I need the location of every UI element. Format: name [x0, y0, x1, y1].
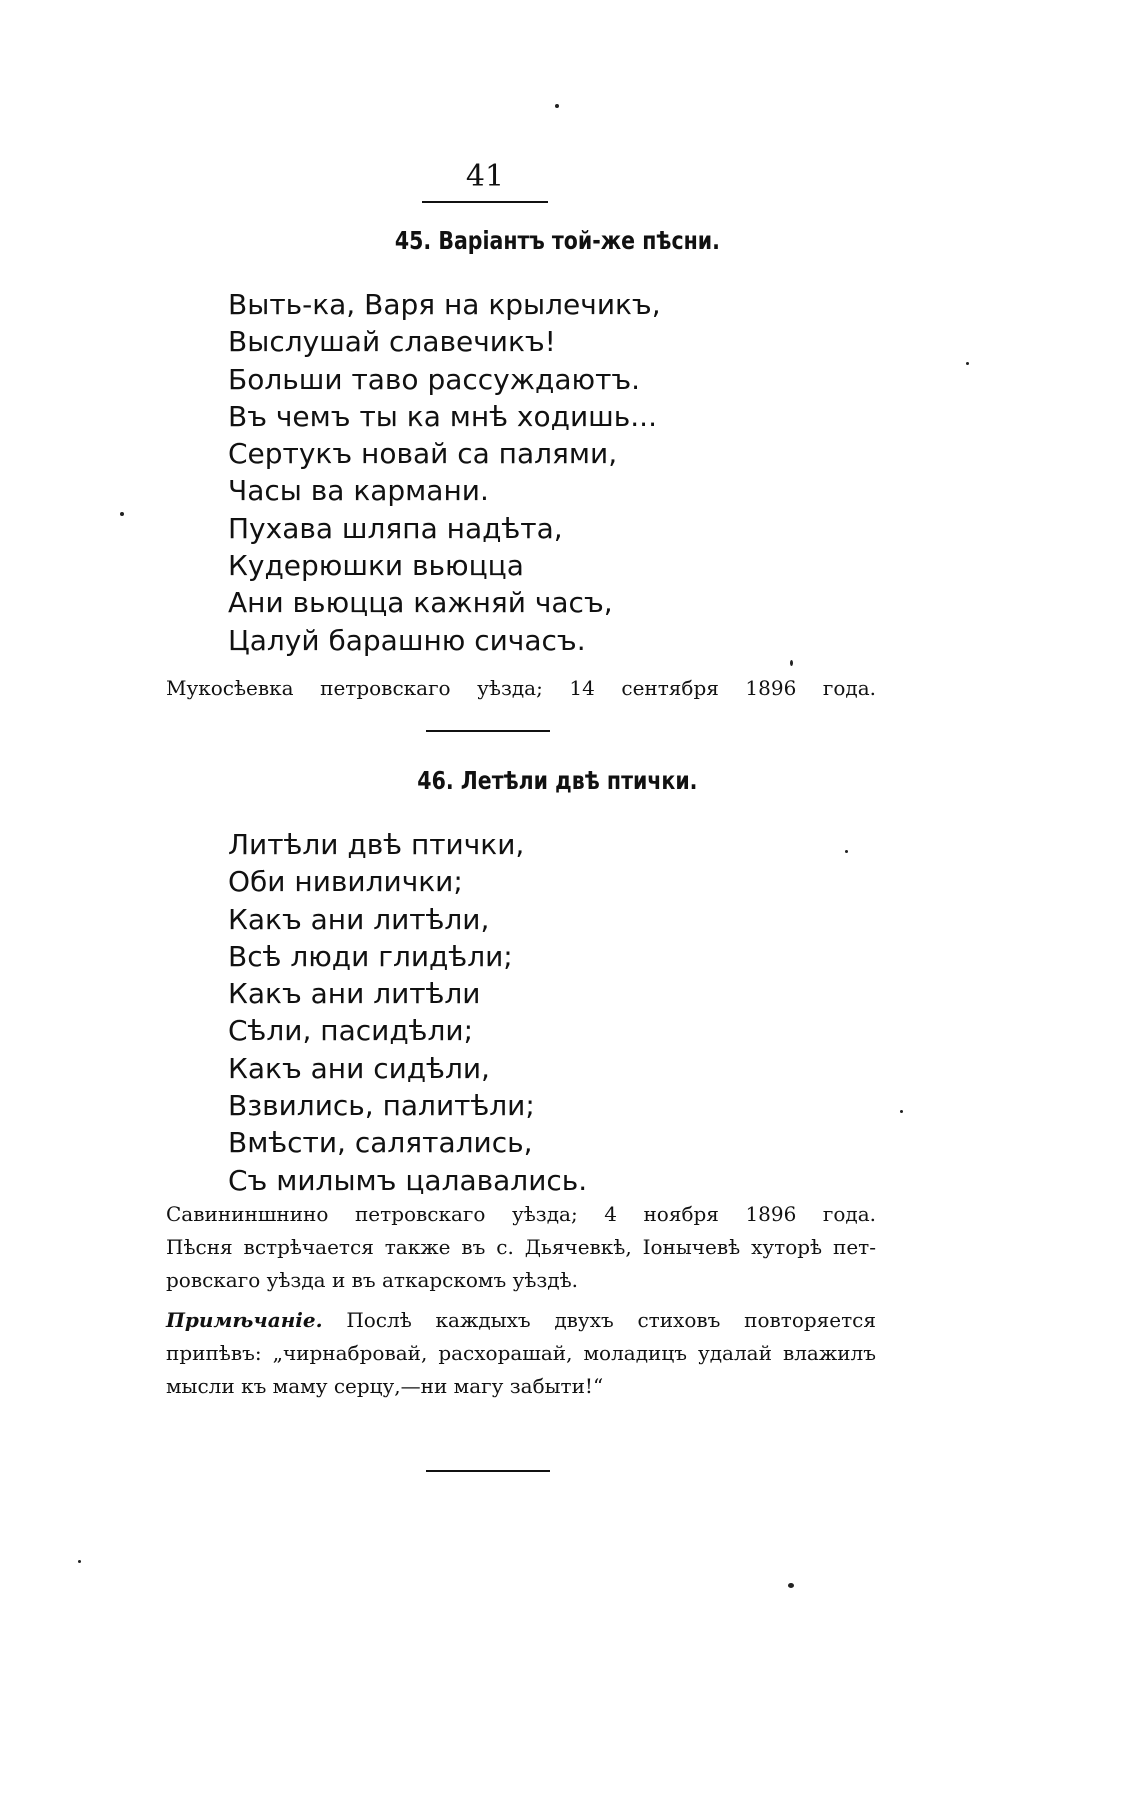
verse-line: Выслушай славечикъ! [228, 325, 556, 359]
source-line: Пѣсня встрѣчается также въ с. Дьячевкѣ, Іонычевѣ хуторѣ пет- [166, 1235, 876, 1259]
verse-line: Кудерюшки вьюцца [228, 549, 524, 583]
verse-line: Какъ ани сидѣли, [228, 1051, 490, 1085]
verse-line: Взвились, палитѣли; [228, 1089, 535, 1123]
source-line: Савининшнино петровскаго уѣзда; 4 ноября 1896 года. [166, 1202, 876, 1226]
note-text: Послѣ каждыхъ двухъ стиховъ повторяется [346, 1308, 876, 1332]
note-line: припѣвъ: „чирнабровай, расхорашай, моладицъ удалай влажилъ [166, 1341, 876, 1365]
verse-line: Оби нивилички; [228, 865, 463, 899]
scan-speck [120, 512, 124, 516]
scan-speck [555, 104, 559, 108]
source-line: ровскаго уѣзда и въ аткарскомъ уѣздѣ. [166, 1268, 579, 1292]
page-number: 41 [465, 159, 505, 194]
scan-speck [788, 1583, 794, 1588]
scan-speck [845, 850, 848, 853]
verse-line: Сѣли, пасидѣли; [228, 1014, 474, 1048]
verse-line: Всѣ люди глидѣли; [228, 939, 513, 973]
song-46-title: 46. Летѣли двѣ птички. [417, 766, 698, 795]
verse-line: Цалуй барашню сичасъ. [228, 623, 586, 657]
verse-line: Въ чемъ ты ка мнѣ ходишь... [228, 399, 657, 433]
song-45-source [166, 672, 876, 705]
verse-line: Литѣли двѣ птички, [228, 828, 525, 861]
verse-line: Вмѣсти, салятались, [228, 1126, 533, 1160]
scan-speck [78, 1560, 81, 1563]
note-first-line [166, 1304, 876, 1337]
song-46-verse [228, 826, 587, 1199]
song-46-note [166, 1304, 876, 1403]
verse-line: Пухава шляпа надѣта, [228, 511, 563, 545]
song-46-source [166, 1198, 876, 1297]
note-label: Примѣчаніе. [166, 1308, 323, 1332]
scan-speck [900, 1110, 903, 1113]
verse-line: Выть-ка, Варя на крылечикъ, [228, 288, 661, 321]
song-45-verse [228, 286, 661, 659]
verse-line: Какъ ани литѣли, [228, 902, 490, 936]
verse-line: Сертукъ новай са палями, [228, 437, 618, 471]
verse-line: Больши таво рассуждаютъ. [228, 362, 641, 396]
scan-speck [790, 660, 793, 666]
section-separator [426, 730, 550, 732]
source-line: Мукосѣевка петровскаго уѣзда; 14 сентября 1896 года. [166, 676, 876, 700]
verse-line: Съ милымъ цалавались. [228, 1163, 588, 1197]
verse-line: Какъ ани литѣли [228, 977, 481, 1011]
note-line: мысли къ маму серцу,—ни магу забыти!“ [166, 1374, 604, 1398]
song-45-title: 45. Варіантъ той-же пѣсни. [394, 226, 720, 255]
verse-line: Часы ва кармани. [228, 474, 489, 508]
verse-line: Ани вьюцца кажняй часъ, [228, 586, 613, 620]
end-separator [426, 1470, 550, 1472]
page-number-rule [422, 201, 548, 203]
scan-speck [966, 362, 969, 365]
